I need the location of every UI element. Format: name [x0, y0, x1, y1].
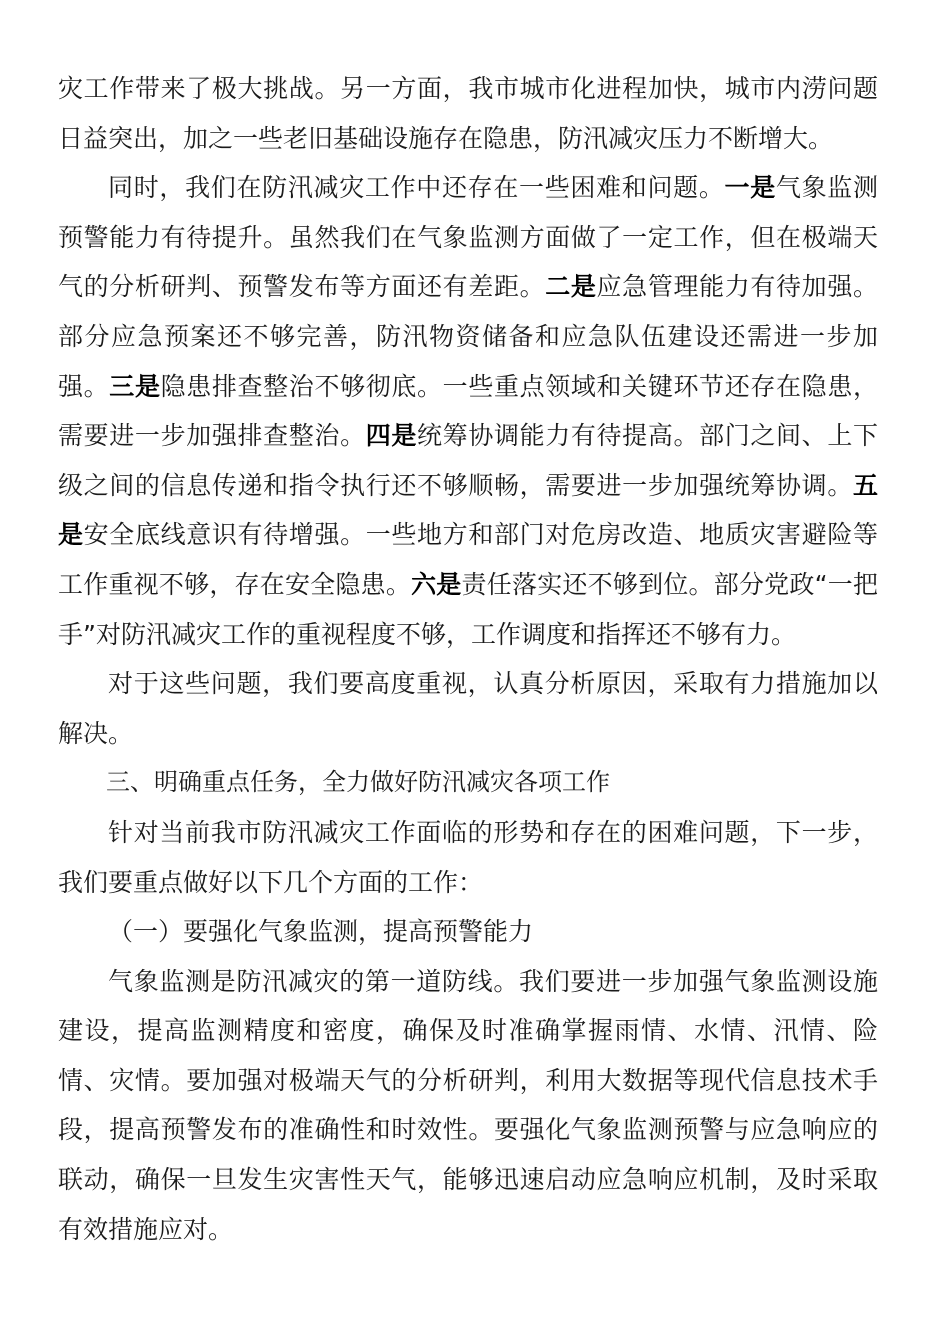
- problems-intro: 同时，我们在防汛减灾工作中还存在一些困难和问题。: [108, 173, 725, 203]
- paragraph-next-steps: 针对当前我市防汛减灾工作面临的形势和存在的困难问题，下一步，我们要重点做好以下几个方面的工作：: [58, 817, 878, 897]
- section-heading: 三、明确重点任务，全力做好防汛减灾各项工作: [106, 768, 610, 797]
- item-label-5: 五是: [58, 470, 878, 550]
- item-text-3: 隐患排查整治不够彻底。一些重点领域和关键环节还存在隐患，需要进一步加强排查整治。: [58, 371, 878, 451]
- paragraph-weather-monitoring: 气象监测是防汛减灾的第一道防线。我们要进一步加强气象监测设施建设，提高监测精度和密度，确保及时准确掌握雨情、水情、汛情、险情、灾情。要加强对极端天气的分析研判，利用大数据等现代信息技术手段，提高预警发布的准确性和时效性。要强化气象监测预警与应急响应的联动，确保一旦发生灾害性天气，能够迅速启动应急响应机制，及时采取有效措施应对。: [58, 966, 878, 1244]
- item-text-2: 应急管理能力有待加强。部分应急预案还不够完善，防汛物资储备和应急队伍建设还需进一步加强。: [58, 272, 878, 401]
- item-label-4: 四是: [365, 421, 418, 451]
- item-label-2: 二是: [545, 272, 597, 302]
- document-page: [58, 64, 878, 1254]
- item-text-1: 气象监测预警能力有待提升。虽然我们在气象监测方面做了一定工作，但在极端天气的分析研判、预警发布等方面还有差距。: [58, 173, 878, 302]
- item-text-4: 统筹协调能力有待提高。部门之间、上下级之间的信息传递和指令执行还不够顺畅，需要进一步加强统筹协调。: [58, 421, 878, 500]
- paragraph-continuation: 灾工作带来了极大挑战。另一方面，我市城市化进程加快，城市内涝问题日益突出，加之一些老旧基础设施存在隐患，防汛减灾压力不断增大。: [58, 74, 878, 153]
- item-label-1: 一是: [724, 173, 776, 203]
- paragraph-problems: [58, 163, 878, 659]
- item-text-6: 责任落实还不够到位。部分党政“一把手”对防汛减灾工作的重视程度不够，工作调度和指挥还不够有力。: [58, 569, 878, 649]
- item-text-5: 安全底线意识有待增强。一些地方和部门对危房改造、地质灾害避险等工作重视不够，存在安全隐患。: [58, 520, 878, 599]
- subsection-heading: （一）要强化气象监测，提高预警能力: [108, 917, 534, 947]
- paragraph-conclusion: 对于这些问题，我们要高度重视，认真分析原因，采取有力措施加以解决。: [58, 669, 878, 748]
- item-label-6: 六是: [411, 569, 462, 599]
- item-label-3: 三是: [109, 371, 161, 401]
